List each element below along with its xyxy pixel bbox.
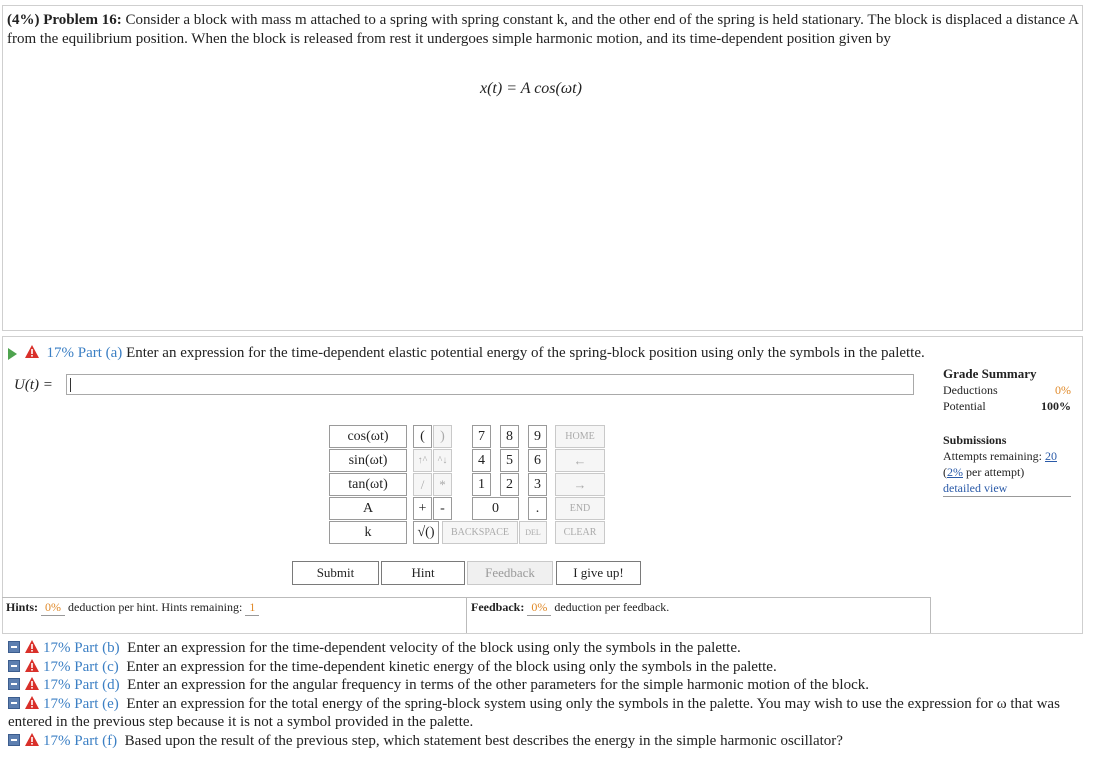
- part-prompt: Enter an expression for the time-dependent velocity of the block using only the symbols in the palette.: [127, 640, 741, 656]
- hints-label: Hints:: [6, 600, 39, 614]
- problem-statement: [7, 11, 1082, 48]
- hint-button[interactable]: Hint: [381, 561, 465, 585]
- part-percent: 17% Part (b): [43, 640, 120, 656]
- problem-label: Problem 16:: [43, 12, 122, 28]
- part-prompt: Based upon the result of the previous step, which statement best describes the energy in the simple harmonic oscillator?: [124, 732, 843, 749]
- part-prompt: Enter an expression for the angular frequency in terms of the other parameters for the simple harmonic motion of the block.: [127, 677, 869, 693]
- deductions-value: 0%: [1055, 383, 1071, 397]
- warning-icon: [25, 659, 39, 672]
- palette-minus[interactable]: -: [433, 497, 452, 520]
- part-c[interactable]: [8, 658, 1088, 677]
- grade-summary: [943, 366, 1071, 414]
- submissions-title: Submissions: [943, 433, 1007, 447]
- palette-digit-4[interactable]: 4: [472, 449, 491, 472]
- palette-tan[interactable]: tan(ωt): [329, 473, 407, 496]
- palette-backspace[interactable]: BACKSPACE: [442, 521, 518, 544]
- palette-digit-9[interactable]: 9: [528, 425, 547, 448]
- palette-digit-1[interactable]: 1: [472, 473, 491, 496]
- per-attempt-open: (: [943, 465, 947, 479]
- text-caret: [70, 378, 71, 392]
- problem-text: Consider a block with mass m attached to a spring with spring constant k, and the other end of the spring is held stationary. The block is displaced a distance A from the equilibrium position. When the block is released from rest it undergoes simple harmonic motion, and its time-dependent position given by: [7, 12, 1079, 47]
- collapse-icon[interactable]: [8, 660, 20, 672]
- play-icon[interactable]: [8, 348, 17, 360]
- feedback-text: deduction per feedback.: [554, 600, 670, 614]
- collapse-icon[interactable]: [8, 641, 20, 653]
- palette-divide[interactable]: /: [413, 473, 432, 496]
- part-prompt: Enter an expression for the total energy of the spring-block system using only the symbols in the palette. You may wish to use the expression for ω that was entered in the previous step because it is not a symbol provided in the palette.: [8, 695, 1060, 730]
- detailed-view-link[interactable]: detailed view: [943, 481, 1008, 495]
- part-a-percent: 17% Part (a): [46, 345, 123, 361]
- potential-label: Potential: [943, 399, 986, 413]
- palette-sin[interactable]: sin(ωt): [329, 449, 407, 472]
- warning-icon: [25, 640, 39, 653]
- palette-digit-7[interactable]: 7: [472, 425, 491, 448]
- palette-digit-3[interactable]: 3: [528, 473, 547, 496]
- part-b[interactable]: [8, 639, 1088, 658]
- palette-multiply[interactable]: *: [433, 473, 452, 496]
- palette-digit-0[interactable]: 0: [472, 497, 519, 520]
- feedback-label: Feedback:: [471, 600, 525, 614]
- collapse-icon[interactable]: [8, 697, 20, 709]
- palette-digit-8[interactable]: 8: [500, 425, 519, 448]
- attempts-value[interactable]: 20: [1044, 449, 1057, 463]
- potential-value: 100%: [1041, 399, 1071, 413]
- palette-cos[interactable]: cos(ωt): [329, 425, 407, 448]
- parts-list: [8, 639, 1088, 750]
- palette-paren-open[interactable]: (: [413, 425, 432, 448]
- part-e[interactable]: [8, 695, 1088, 732]
- give-up-button[interactable]: I give up!: [556, 561, 641, 585]
- palette-paren-close[interactable]: ): [433, 425, 452, 448]
- per-attempt-text: per attempt): [963, 465, 1025, 479]
- problem-weight: (4%): [7, 12, 40, 28]
- palette-exp-up[interactable]: ↑^: [413, 449, 432, 472]
- problem-panel: [2, 5, 1083, 331]
- palette-del[interactable]: DEL: [519, 521, 547, 544]
- warning-icon: [25, 345, 39, 358]
- deductions-label: Deductions: [943, 383, 998, 397]
- part-percent: 17% Part (e): [43, 695, 119, 712]
- part-a-prompt: Enter an expression for the time-dependent elastic potential energy of the spring-block position using only the symbols in the palette.: [126, 345, 925, 361]
- position-equation: x(t) = A cos(ωt): [480, 80, 582, 97]
- palette-sqrt[interactable]: √(): [413, 521, 439, 544]
- feedback-pct: 0%: [527, 600, 551, 616]
- part-a-header: [8, 345, 925, 362]
- warning-icon: [25, 696, 39, 709]
- palette-plus[interactable]: +: [413, 497, 432, 520]
- submissions-panel: [943, 432, 1071, 497]
- hints-text: deduction per hint. Hints remaining:: [68, 600, 243, 614]
- part-prompt: Enter an expression for the time-dependent kinetic energy of the block using only the symbols in the palette.: [126, 658, 777, 675]
- palette-digit-5[interactable]: 5: [500, 449, 519, 472]
- part-d[interactable]: [8, 676, 1088, 695]
- feedback-bar: [466, 597, 931, 633]
- palette-clear[interactable]: CLEAR: [555, 521, 605, 544]
- hints-pct: 0%: [41, 600, 65, 616]
- answer-input[interactable]: [66, 374, 914, 395]
- palette-end[interactable]: END: [555, 497, 605, 520]
- palette-exp-caret[interactable]: ^↓: [433, 449, 452, 472]
- palette-A[interactable]: A: [329, 497, 407, 520]
- palette-k[interactable]: k: [329, 521, 407, 544]
- palette-digit-2[interactable]: 2: [500, 473, 519, 496]
- part-percent: 17% Part (c): [43, 658, 119, 675]
- hints-bar: [2, 597, 466, 633]
- part-f[interactable]: [8, 732, 1088, 751]
- attempts-label: Attempts remaining:: [943, 449, 1042, 463]
- palette-home[interactable]: HOME: [555, 425, 605, 448]
- collapse-icon[interactable]: [8, 678, 20, 690]
- palette-right-arrow[interactable]: →: [555, 473, 605, 496]
- warning-icon: [25, 677, 39, 690]
- grade-summary-title: Grade Summary: [943, 366, 1037, 381]
- part-percent: 17% Part (f): [43, 732, 118, 749]
- feedback-button[interactable]: Feedback: [467, 561, 553, 585]
- per-attempt-pct[interactable]: 2%: [947, 465, 963, 479]
- part-percent: 17% Part (d): [43, 677, 120, 693]
- hints-remaining: 1: [245, 600, 259, 616]
- collapse-icon[interactable]: [8, 734, 20, 746]
- palette-left-arrow[interactable]: ←: [555, 449, 605, 472]
- palette-digit-6[interactable]: 6: [528, 449, 547, 472]
- warning-icon: [25, 733, 39, 746]
- submit-button[interactable]: Submit: [292, 561, 379, 585]
- palette-decimal[interactable]: .: [528, 497, 547, 520]
- answer-label: U(t) =: [14, 377, 53, 393]
